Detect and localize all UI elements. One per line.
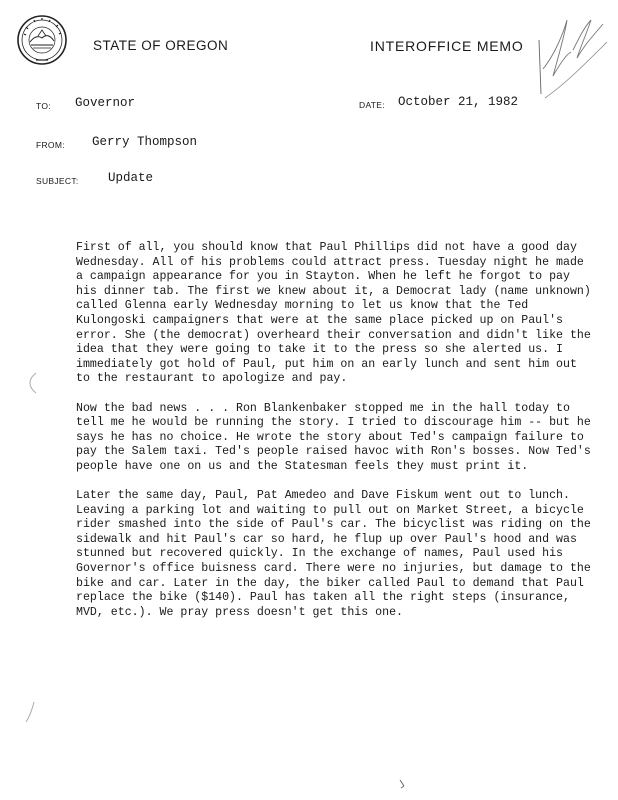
date-value: October 21, 1982 [398,95,519,109]
scan-mark-icon [396,776,410,800]
subject-label: SUBJECT: [36,176,79,186]
state-label: STATE OF OREGON [93,38,229,53]
scan-mark-icon [26,371,40,395]
date-label: DATE: [359,100,385,110]
oregon-state-seal-icon [16,14,68,66]
handwritten-file-annotation [535,14,610,104]
body-paragraph: First of all, you should know that Paul Phillips did not have a good day Wednesday. All of his problems could attract press. Tuesday night he made a campaign appearance for you in Stayton. When he left he forgot to pay his dinner tab. The first we knew about it, a Democrat lady (name unknown) called Glenna early Wednesday morning to let us know that the Ted Kulongoski campaigners that were at the same place picked up on Paul's error. She (the democrat) overheard their conversation and didn't like the idea that they were going to take it to the press so she alerted us. I immediately got hold of Paul, put him on an early lunch and sent him out to the restaurant to apologize and pay. [76,241,591,386]
from-label: FROM: [36,140,65,150]
memo-title: INTEROFFICE MEMO [370,38,524,54]
body-paragraph: Later the same day, Paul, Pat Amedeo and Dave Fiskum went out to lunch. Leaving a parking lot and waiting to pull out on Market Street, a bicycle rider smashed into the side of Paul's car. The bicyclist was riding on the sidewalk and hit Paul's car so hard, he flup up over Paul's hood and was stunned but recovered quickly. In the exchange of names, Paul used his Governor's office buisness card. There were no injuries, but damage to the bike and car. Later in the day, the biker called Paul to demand that Paul replace the bike ($140). Paul has taken all the right steps (insurance, MVD, etc.). We pray press doesn't get this one. [76,489,591,619]
from-value: Gerry Thompson [92,135,198,149]
subject-value: Update [108,171,154,185]
memo-body [76,241,596,635]
to-value: Governor [75,96,136,110]
body-paragraph: Now the bad news . . . Ron Blankenbaker stopped me in the hall today to tell me he would be running the story. I tried to discourage him -- but he says he has no choice. He wrote the story about Ted's campaign failure to pay the Salem taxi. Ted's people raised havoc with Ron's bosses. Now Ted's people have one on us and the Statesman feels they must print it. [76,401,591,473]
to-label: TO: [36,101,51,111]
scan-mark-icon [24,700,38,724]
